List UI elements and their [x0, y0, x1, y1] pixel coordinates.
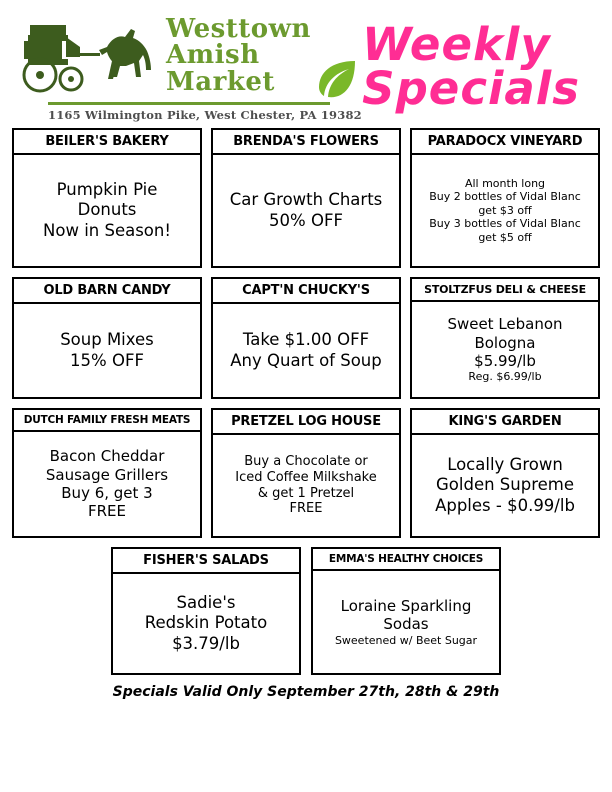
special-details: [313, 571, 499, 673]
vendor-name: BEILER'S BAKERY: [14, 130, 200, 155]
special-line: Soup Mixes: [60, 330, 154, 350]
vendor-name: EMMA'S HEALTHY CHOICES: [313, 549, 499, 571]
special-line: Take $1.00 OFF: [242, 330, 370, 350]
special-line: Golden Supreme: [436, 475, 574, 495]
specials-row: [12, 408, 600, 538]
special-line: Buy 3 bottles of Vidal Blanc: [429, 217, 581, 231]
special-line: Redskin Potato: [144, 613, 268, 633]
vendor-name: DUTCH FAMILY FRESH MEATS: [14, 410, 200, 432]
vendor-special-card: [12, 408, 202, 538]
vendor-name: CAPT'N CHUCKY'S: [213, 279, 399, 304]
special-line: Sodas: [383, 615, 429, 634]
horse-and-buggy-icon: [14, 13, 164, 99]
vendor-name: STOLTZFUS DELI & CHEESE: [412, 279, 598, 302]
special-line: Reg. $6.99/lb: [468, 370, 542, 384]
vendor-name: PRETZEL LOG HOUSE: [213, 410, 399, 435]
specials-row: [12, 128, 600, 268]
special-line: Buy 2 bottles of Vidal Blanc: [429, 190, 581, 204]
special-line: Locally Grown: [447, 455, 563, 475]
brand-line-2: Amish: [166, 40, 260, 71]
brand-divider: [48, 102, 330, 105]
vendor-name: KING'S GARDEN: [412, 410, 598, 435]
validity-note: Specials Valid Only September 27th, 28th & 29th: [112, 684, 500, 700]
page-title-line-1: Weekly: [362, 17, 551, 71]
leaf-icon: [313, 53, 359, 99]
special-line: Now in Season!: [43, 220, 171, 240]
vendor-special-card: [211, 277, 401, 399]
vendor-special-card: [111, 547, 301, 675]
brand-wordmark: [166, 13, 311, 97]
special-details: [412, 302, 598, 397]
special-line: Donuts: [77, 200, 137, 220]
special-line: Sweet Lebanon Bologna: [447, 315, 563, 352]
special-line: Iced Coffee Milkshake: [235, 469, 377, 485]
special-line: Buy 6, get 3: [61, 484, 153, 502]
special-line: get $3 off: [478, 203, 532, 217]
special-line: $5.99/lb: [474, 351, 536, 370]
vendor-name: BRENDA'S FLOWERS: [213, 130, 399, 155]
special-line: get $5 off: [478, 230, 532, 244]
special-line: Apples - $0.99/lb: [435, 495, 575, 515]
special-details: [14, 432, 200, 536]
specials-row: [12, 547, 600, 675]
special-line: FREE: [87, 502, 126, 521]
special-details: [213, 155, 399, 266]
special-line: Loraine Sparkling: [340, 597, 472, 615]
special-details: [213, 435, 399, 536]
specials-row: [12, 277, 600, 399]
special-line: Sadie's: [176, 593, 236, 613]
special-line: 50% OFF: [269, 210, 343, 230]
special-details: [412, 435, 598, 536]
vendor-special-card: [410, 128, 600, 268]
page-title: [362, 17, 598, 115]
page-header: [0, 0, 612, 128]
special-line: 15% OFF: [70, 350, 144, 370]
specials-grid: [0, 128, 612, 675]
vendor-special-card: [211, 408, 401, 538]
logo-top-row: [14, 13, 359, 99]
special-line: Bacon Cheddar: [49, 447, 165, 466]
market-address: 1165 Wilmington Pike, West Chester, PA 19382: [48, 107, 362, 122]
brand-line-1: Westtown: [166, 13, 311, 44]
brand-line-3: Market: [166, 66, 275, 97]
special-line: Pumpkin Pie: [56, 180, 158, 200]
vendor-special-card: [211, 128, 401, 268]
special-line: Any Quart of Soup: [230, 350, 382, 370]
vendor-special-card: [12, 277, 202, 399]
special-line: Car Growth Charts: [229, 190, 383, 210]
special-line: $3.79/lb: [172, 633, 240, 653]
special-line: Buy a Chocolate or: [244, 453, 368, 469]
special-details: [113, 574, 299, 673]
special-line: & get 1 Pretzel: [257, 485, 355, 501]
special-line: All month long: [464, 176, 546, 190]
vendor-name: OLD BARN CANDY: [14, 279, 200, 304]
vendor-name: FISHER'S SALADS: [113, 549, 299, 574]
vendor-special-card: [311, 547, 501, 675]
page-title-line-2: Specials: [362, 62, 580, 115]
vendor-special-card: [410, 277, 600, 399]
special-details: [213, 304, 399, 397]
vendor-special-card: [410, 408, 600, 538]
vendor-special-card: [12, 128, 202, 268]
special-line: Sweetened w/ Beet Sugar: [334, 633, 478, 647]
market-logo: [14, 13, 362, 122]
special-line: FREE: [289, 501, 323, 517]
special-details: [14, 304, 200, 397]
special-details: [412, 155, 598, 266]
special-line: Sausage Grillers: [45, 465, 169, 484]
vendor-name: PARADOCX VINEYARD: [412, 130, 598, 155]
special-details: [14, 155, 200, 266]
